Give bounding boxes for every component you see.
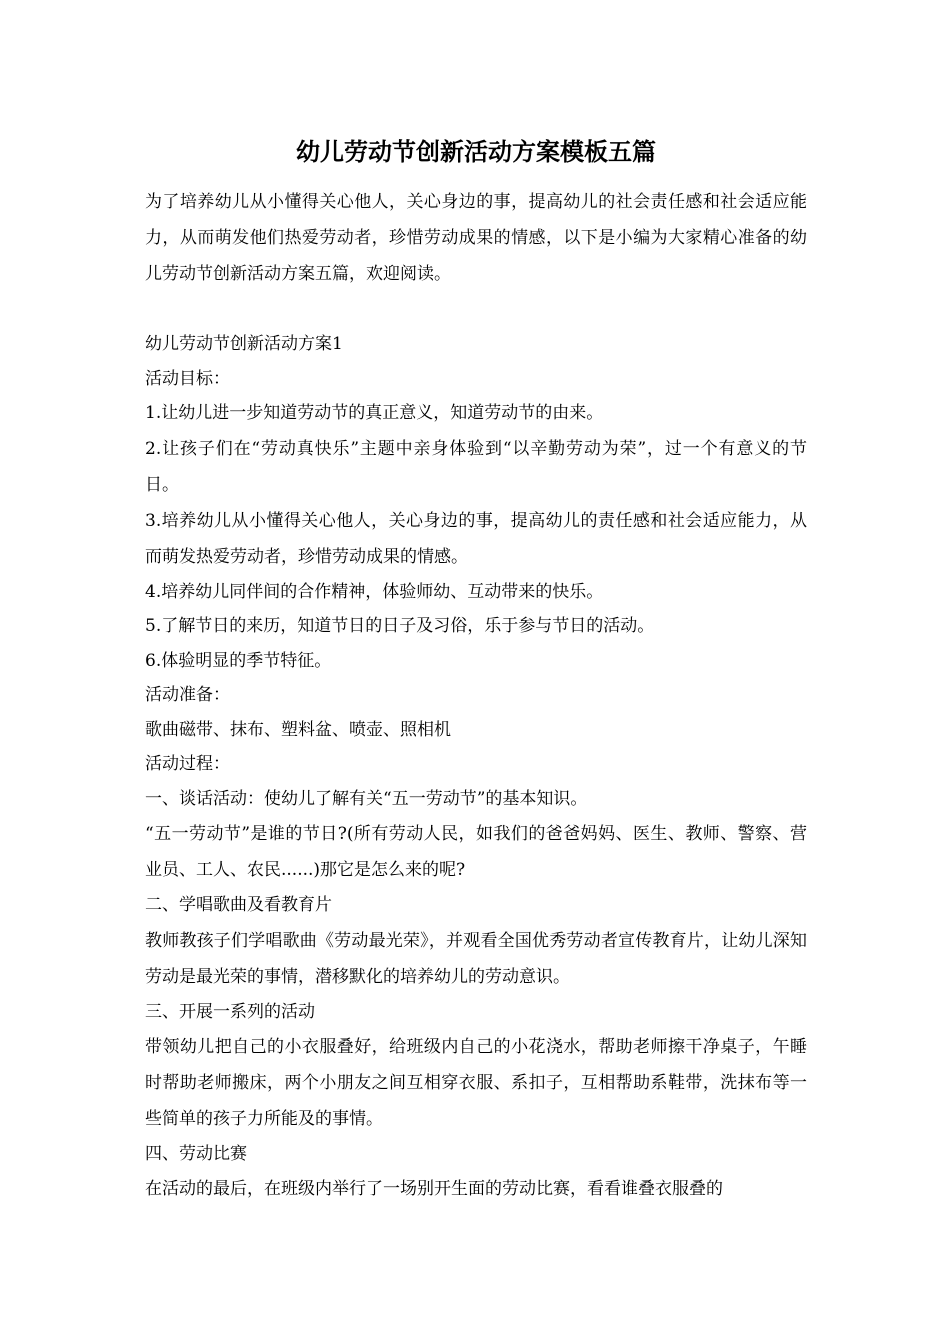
process-step-heading: 一、谈话活动：使幼儿了解有关“五一劳动节”的基本知识。 bbox=[145, 788, 588, 809]
process-paragraph: “五一劳动节”是谁的节日?(所有劳动人民，如我们的爸爸妈妈、医生、教师、警察、营业员、工人、农民......)那它是怎么来的呢? bbox=[145, 824, 807, 880]
process-paragraph: 教师教孩子们学唱歌曲《劳动最光荣》，并观看全国优秀劳动者宣传教育片，让幼儿深知劳动是最光荣的事情，潜移默化的培养幼儿的劳动意识。 bbox=[145, 930, 807, 987]
goal-item: 5.了解节日的来历，知道节日的日子及习俗，乐于参与节日的活动。 bbox=[145, 616, 655, 636]
subheading-goals: 活动目标： bbox=[145, 368, 230, 389]
process-step-heading: 四、劳动比赛 bbox=[145, 1144, 247, 1164]
document-title: 幼儿劳动节创新活动方案模板五篇 bbox=[296, 137, 656, 166]
goal-item: 1.让幼儿进一步知道劳动节的真正意义，知道劳动节的由来。 bbox=[145, 403, 604, 423]
goal-item: 6.体验明显的季节特征。 bbox=[145, 650, 332, 671]
preparation-list: 歌曲磁带、抹布、塑料盆、喷壶、照相机 bbox=[145, 719, 451, 740]
section-heading: 幼儿劳动节创新活动方案1 bbox=[145, 334, 343, 354]
process-step-heading: 三、开展一系列的活动 bbox=[145, 1001, 315, 1022]
process-step-heading: 二、学唱歌曲及看教育片 bbox=[145, 895, 332, 915]
document-body bbox=[145, 327, 807, 1206]
goal-item: 4.培养幼儿同伴间的合作精神，体验师幼、互动带来的快乐。 bbox=[145, 581, 604, 602]
process-paragraph: 带领幼儿把自己的小衣服叠好，给班级内自己的小花浇水，帮助老师擦干净桌子，午睡时帮助老师搬床，两个小朋友之间互相穿衣服、系扣子，互相帮助系鞋带，洗抹布等一些简单的孩子力所能及的事情。 bbox=[145, 1037, 807, 1129]
subheading-process: 活动过程： bbox=[145, 754, 230, 774]
goal-item: 2.让孩子们在“劳动真快乐”主题中亲身体验到“以辛勤劳动为荣”，过一个有意义的节日。 bbox=[145, 438, 807, 495]
goal-item: 3.培养幼儿从小懂得关心他人，关心身边的事，提高幼儿的责任感和社会适应能力，从而萌发热爱劳动者，珍惜劳动成果的情感。 bbox=[145, 510, 807, 567]
subheading-preparation: 活动准备： bbox=[145, 685, 230, 705]
process-paragraph: 在活动的最后，在班级内举行了一场别开生面的劳动比赛，看看谁叠衣服叠的 bbox=[145, 1178, 723, 1199]
intro-paragraph: 为了培养幼儿从小懂得关心他人，关心身边的事，提高幼儿的社会责任感和社会适应能力，从而萌发他们热爱劳动者，珍惜劳动成果的情感，以下是小编为大家精心准备的幼儿劳动节创新活动方案五篇，欢迎阅读。 bbox=[145, 192, 807, 284]
